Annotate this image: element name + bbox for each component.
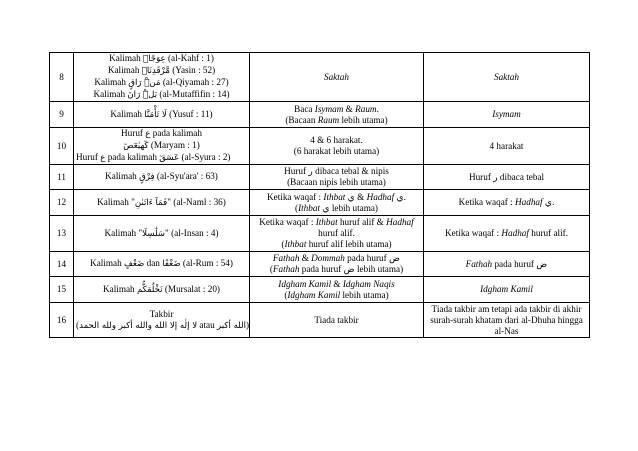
cell-line-term: Idgham Kamil — [278, 278, 332, 289]
kalimah-reference: (al-Syu'ara' : 63) — [154, 171, 218, 181]
cell-line: 4 harakat — [489, 140, 524, 151]
riwayat-cell — [424, 165, 590, 190]
table-row — [50, 190, 590, 216]
kalimah-reference: (al-Syura : 2) — [179, 152, 231, 162]
cell-line-term: Fathah — [465, 258, 493, 269]
arabic-word: ضَعْفًا — [162, 259, 181, 269]
kalimah-text: Huruf — [76, 152, 101, 162]
cell-line: Isymam — [492, 109, 521, 119]
riwayat-cell — [424, 53, 590, 102]
arabic-word: الله أكبر — [217, 320, 247, 331]
kalimah-line — [76, 284, 247, 296]
cell-line-term: Hadhaf — [501, 228, 529, 238]
cell-line-term: Isymam — [314, 103, 344, 114]
kalimah-reference: (Yusuf : 11) — [166, 108, 213, 119]
kalimah-reference: " (al-Naml : 36) — [167, 196, 226, 207]
arabic-word: مَّرْقَدِنَاۜ — [141, 66, 170, 76]
kalimah-text: Kalimah — [105, 171, 140, 181]
kalimah-line — [76, 197, 247, 209]
arabic-word: لَا تَأْمَنَّا — [144, 109, 167, 120]
riwayat-cell — [424, 216, 590, 252]
cell-line-term: Raum — [355, 103, 377, 114]
kalimah-text: Kalimah " — [97, 196, 135, 207]
bacaan-cell — [250, 190, 424, 216]
kalimah-reference: (al-Mutaffifin : 14) — [157, 89, 230, 99]
kalimah-line — [76, 89, 247, 101]
cell-line: (Ithbat ي lebih utama) — [295, 202, 378, 213]
cell-line: Saktah — [493, 71, 519, 82]
riwayat-cell — [424, 128, 590, 165]
bacaan-cell — [250, 277, 424, 303]
arabic-word: سَلَٰسِلَا — [142, 228, 166, 239]
cell-line-term: Hadhaf — [515, 197, 543, 207]
cell-line-term: Hadhaf — [366, 191, 395, 202]
row-number: 9 — [50, 102, 74, 128]
riwayat-cell — [424, 277, 590, 303]
kalimah-text: Kalimah — [109, 53, 144, 63]
cell-line: surah-surah khatam dari al-Dhuha hingga — [430, 314, 583, 325]
row-number: 8 — [50, 53, 74, 102]
row-number: 12 — [50, 190, 74, 216]
kalimah-reference: (al-Qiyamah : 27) — [160, 77, 229, 87]
kalimah-reference: " (al-Insan : 4) — [165, 227, 219, 238]
kalimah-text: Huruf — [121, 128, 146, 138]
cell-line: Huruf ر dibaca tebal — [468, 171, 545, 182]
row-number: 16 — [50, 303, 74, 338]
row-number: 11 — [50, 165, 74, 190]
cell-line: (Bacaan nipis lebih utama) — [287, 177, 386, 187]
arabic-word: ضَعْفٍ — [124, 259, 145, 269]
table-row — [50, 252, 590, 277]
kalimah-reference: (al-Rum : 54) — [180, 258, 233, 268]
table-row — [50, 216, 590, 252]
cell-line: Ketika waqaf : Ithbat huruf alif & Hadhaf — [259, 217, 414, 227]
row-number: 14 — [50, 252, 74, 277]
kalimah-reference: (Maryam : 1) — [148, 140, 200, 150]
cell-line-term: Fathah — [272, 253, 300, 263]
kalimah-line — [76, 109, 247, 121]
cell-line: Ketika waqaf : Hadhaf ي. — [458, 197, 555, 207]
cell-line: (Fathah pada huruf ض lebih utama) — [269, 264, 404, 274]
kalimah-text: Kalimah — [103, 283, 137, 294]
kalimah-cell — [74, 165, 250, 190]
kalimah-text: Kalimah — [93, 89, 128, 99]
bacaan-cell — [250, 252, 424, 277]
kalimah-text: Kalimah — [107, 65, 142, 75]
kalimah-cell — [74, 277, 250, 303]
cell-line-term: Fathah — [272, 264, 300, 274]
arabic-word: عِوَجًاۜ — [143, 54, 166, 64]
kalimah-reference: (Yasin : 52) — [169, 65, 216, 75]
kalimah-line — [76, 53, 247, 65]
bacaan-cell — [250, 53, 424, 102]
kalimah-text: Kalimah — [94, 77, 129, 87]
cell-line-term: Idgham Kamil — [287, 289, 341, 300]
kalimah-reference: pada kalimah — [105, 152, 160, 162]
kalimah-line — [76, 228, 247, 240]
cell-line-term: Ithbat — [284, 239, 307, 249]
arabic-word: ع — [100, 153, 106, 163]
cell-line: Tiada takbir am tetapi ada takbir di akhir — [431, 303, 582, 314]
kalimah-line — [76, 152, 247, 164]
kalimah-cell — [74, 252, 250, 277]
bacaan-cell — [250, 303, 424, 338]
cell-line: (6 harakat lebih utama) — [293, 146, 380, 156]
kalimah-reference: pada kalimah — [150, 128, 202, 138]
cell-line: Huruf ر dibaca tebal & nipis — [284, 166, 389, 176]
arabic-word: بَلْۜ رَانَ — [127, 90, 158, 100]
kalimah-line — [76, 128, 247, 140]
cell-line: al-Nas — [494, 325, 519, 336]
table-row — [50, 128, 590, 165]
kalimah-reference: atau — [197, 319, 218, 330]
riwayat-cell — [424, 252, 590, 277]
cell-line: Tiada takbir — [314, 314, 359, 325]
cell-line: Saktah — [323, 71, 349, 82]
cell-line-term: Raum — [317, 114, 340, 125]
cell-line-term: Ithbat — [298, 202, 321, 213]
row-number: 13 — [50, 216, 74, 252]
cell-line: (Bacaan Raum lebih utama) — [285, 114, 388, 125]
cell-line: (Idgham Kamil lebih utama) — [284, 289, 389, 300]
kalimah-cell — [74, 53, 250, 102]
cell-line-term: Ithbat — [323, 191, 346, 202]
riwayat-cell — [424, 190, 590, 216]
kalimah-cell — [74, 216, 250, 252]
cell-line: (Ithbat huruf alif lebih utama) — [281, 239, 392, 249]
kalimah-text: ( — [76, 319, 80, 330]
riwayat-cell — [424, 303, 590, 338]
kalimah-reference: (al-Kahf : 1) — [165, 53, 214, 63]
cell-line: Fathah pada huruf ض — [465, 258, 548, 269]
kalimah-line — [76, 171, 247, 183]
arabic-word: نَخْلُقكُّم — [136, 284, 163, 295]
cell-line: Baca Isymam & Raum. — [294, 103, 379, 114]
kalimah-cell — [74, 190, 250, 216]
kalimah-text: Takbir — [149, 308, 174, 319]
table-row — [50, 53, 590, 102]
table-row — [50, 165, 590, 190]
kalimah-reference: ) — [246, 319, 250, 330]
arabic-word: فِرْقٍ — [139, 172, 155, 182]
row-number: 10 — [50, 128, 74, 165]
kalimah-reference: dan — [144, 258, 163, 268]
kalimah-cell — [74, 102, 250, 128]
bacaan-cell — [250, 102, 424, 128]
riwayat-cell — [424, 102, 590, 128]
cell-line-term: Hadhaf — [386, 217, 414, 227]
kalimah-line — [76, 77, 247, 89]
arabic-word: مَنْۜ رَاقٍ — [128, 78, 161, 88]
kalimah-line — [76, 319, 250, 332]
table-row — [50, 303, 590, 338]
kalimah-text: Kalimah — [90, 258, 124, 268]
kalimah-line — [76, 258, 247, 270]
kalimah-line — [76, 140, 247, 152]
cell-line-term: Ithbat — [315, 217, 338, 227]
cell-line: Idgham Kamil & Idgham Naqis — [278, 278, 395, 289]
kalimah-line — [76, 65, 247, 77]
arabic-word: فَمَآ ءَاتَىٰنِ — [134, 197, 168, 208]
table-row — [50, 102, 590, 128]
bacaan-cell — [250, 128, 424, 165]
table-row — [50, 277, 590, 303]
cell-line: Idgham Kamil — [480, 284, 533, 294]
kalimah-text: Kalimah — [110, 108, 145, 119]
kalimah-line — [76, 309, 247, 320]
cell-line: Fathah & Dommah pada huruf ض — [272, 253, 401, 263]
cell-line: Ketika waqaf : Hadhaf huruf alif. — [445, 228, 568, 238]
comparison-table — [49, 52, 590, 338]
arabic-word: لا إلٰه إلا الله والله أكبر ولله الحمد — [79, 320, 198, 331]
kalimah-reference: (Mursalat : 20) — [162, 283, 220, 294]
bacaan-cell — [250, 216, 424, 252]
kalimah-cell — [74, 303, 250, 338]
arabic-word: عٓسٓقٓ — [159, 153, 180, 163]
cell-line-term: Idgham Naqis — [342, 278, 395, 289]
cell-line: 4 & 6 harakat. — [310, 135, 363, 145]
cell-line-term: Dommah — [311, 253, 345, 263]
kalimah-text: Kalimah " — [104, 227, 143, 238]
arabic-word: كٓهيٰعٓصٓ — [123, 141, 149, 151]
arabic-word: ع — [145, 129, 151, 139]
cell-line: huruf alif. — [318, 228, 355, 238]
bacaan-cell — [250, 165, 424, 190]
row-number: 15 — [50, 277, 74, 303]
cell-line: Ketika waqaf : Ithbat ي & Hadhaf ي. — [267, 191, 406, 202]
kalimah-cell — [74, 128, 250, 165]
